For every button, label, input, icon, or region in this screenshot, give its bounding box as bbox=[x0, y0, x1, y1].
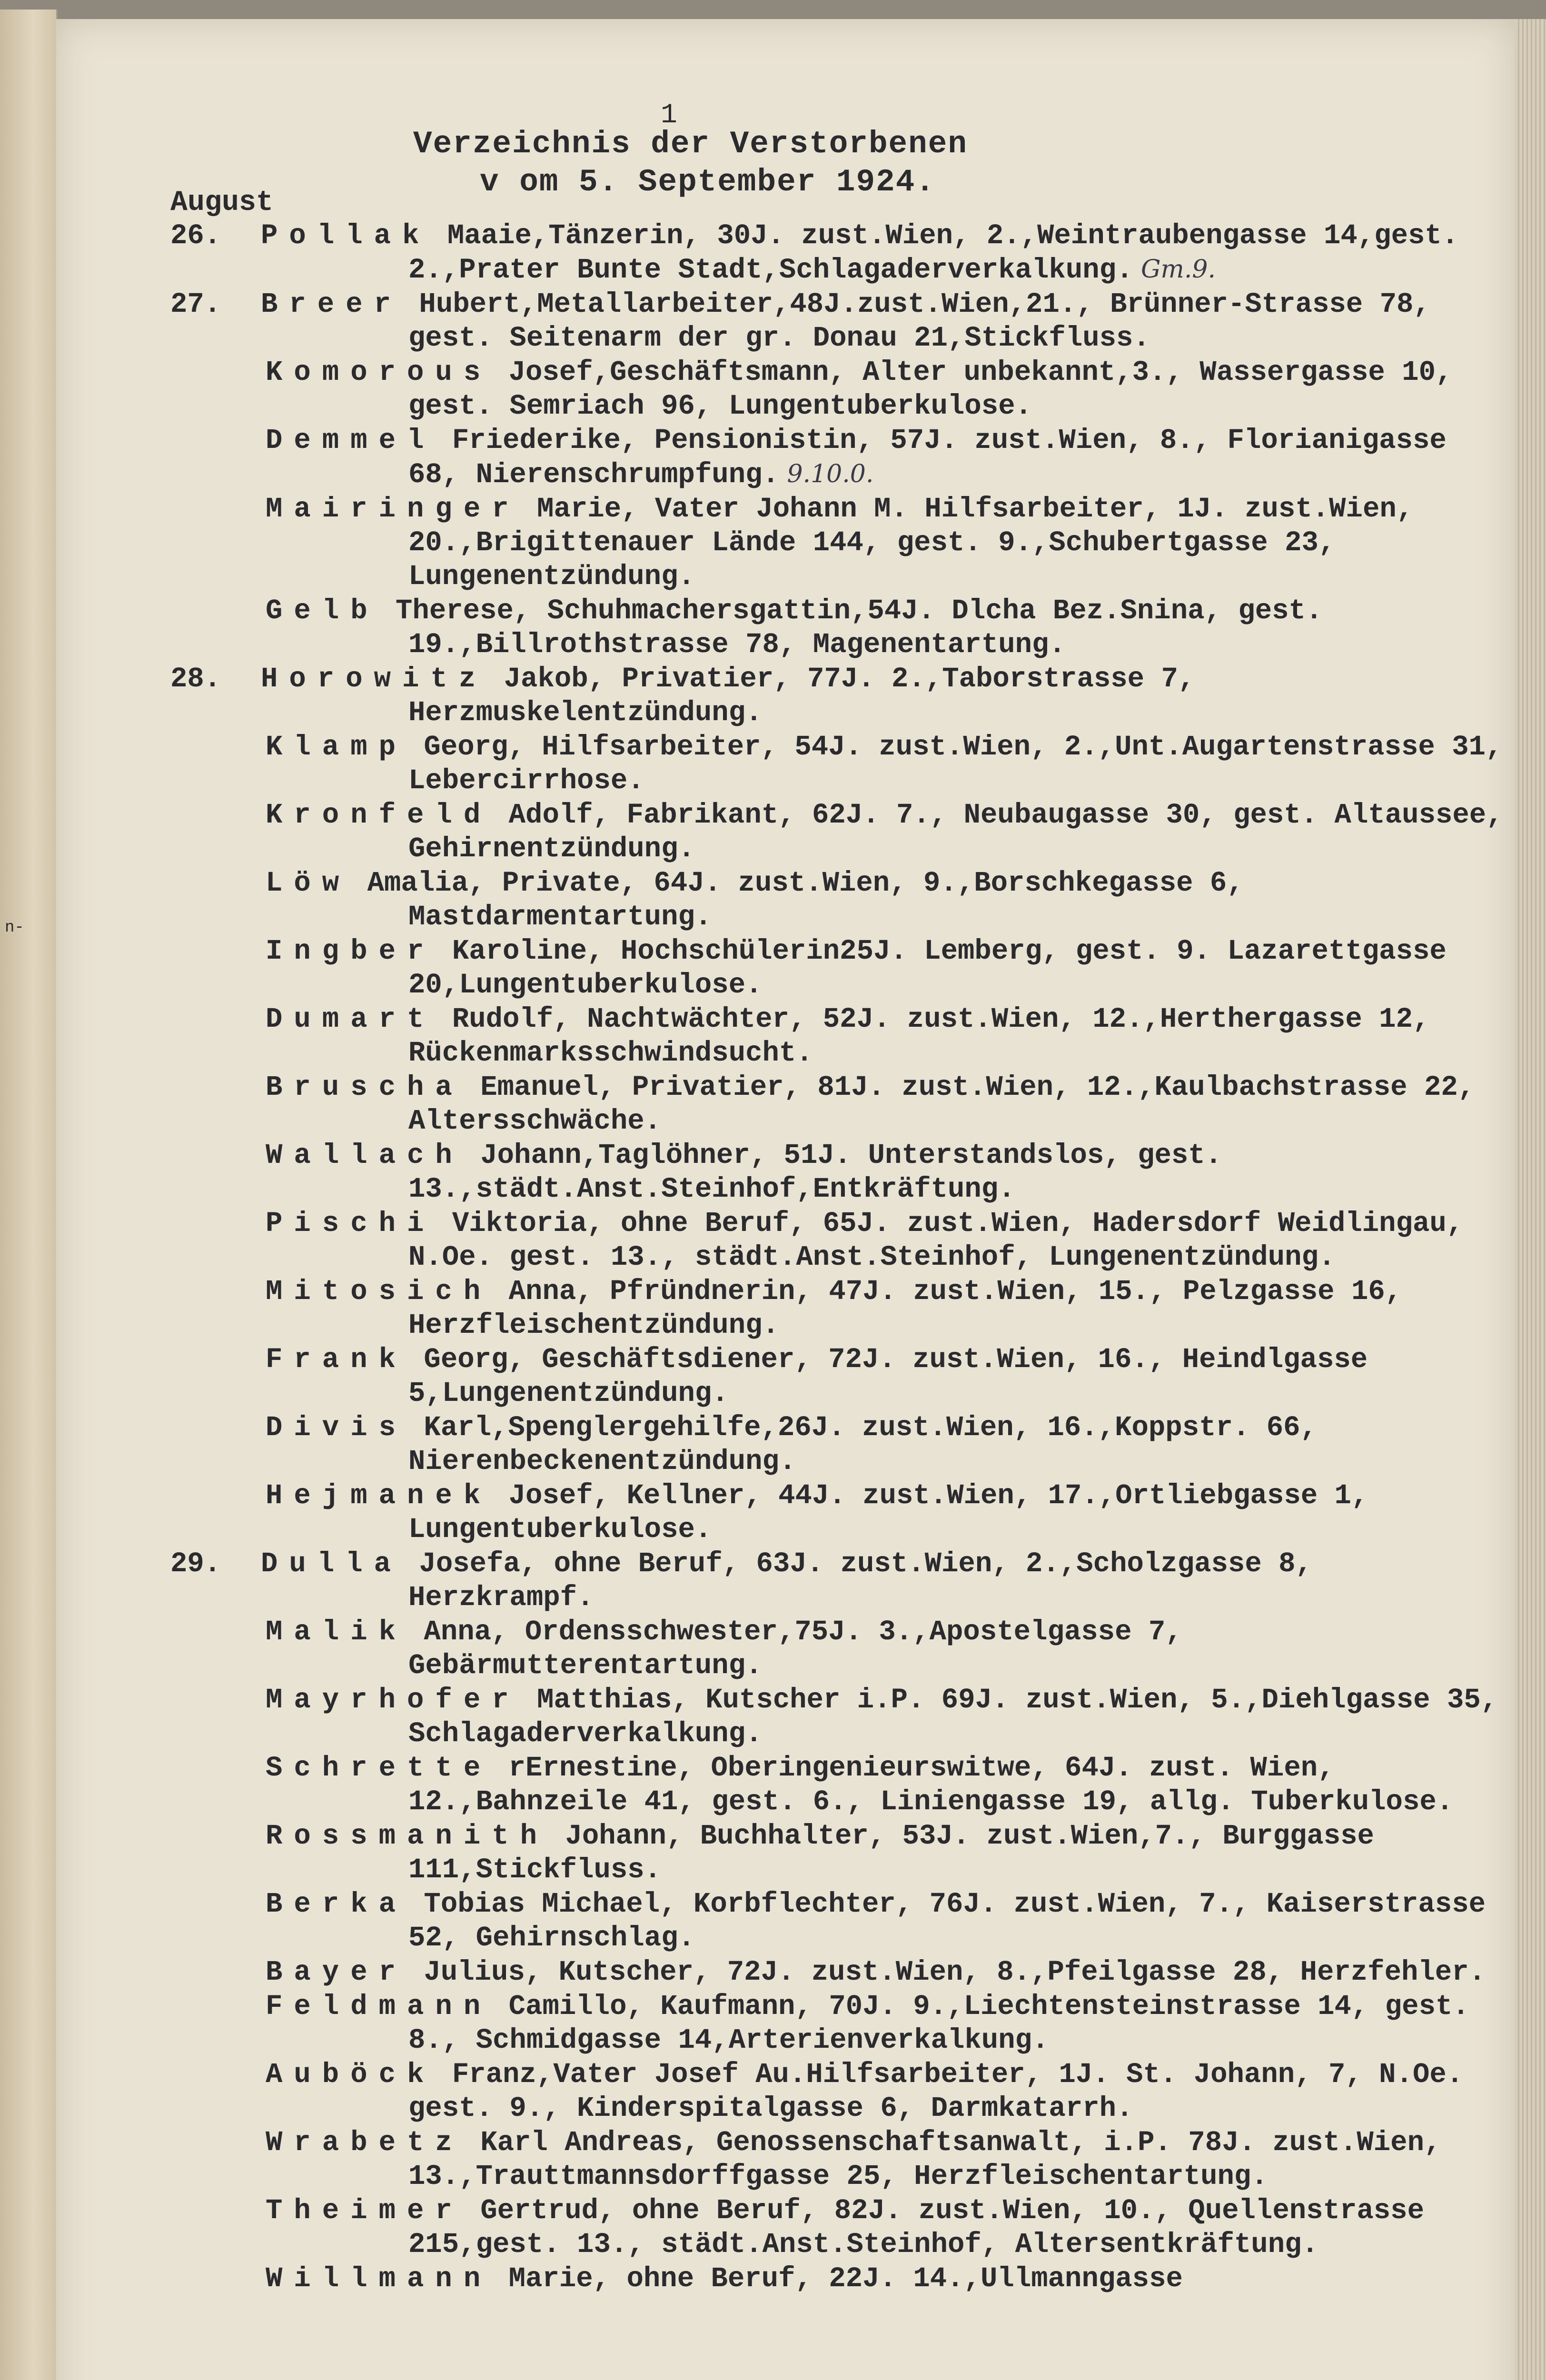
register-entry bbox=[170, 356, 1508, 423]
register-entry bbox=[170, 1275, 1508, 1342]
entry-details: Josefa, ohne Beruf, 63J. zust.Wien, 2.,Scholzgasse 8, Herzkrampf. bbox=[402, 1548, 1312, 1614]
entry-surname: Wallach bbox=[266, 1140, 464, 1171]
register-entry bbox=[170, 219, 1508, 287]
entry-surname: Dulla bbox=[261, 1548, 403, 1580]
entry-surname: Kronfeld bbox=[266, 799, 492, 831]
entry-surname: Bayer bbox=[266, 1956, 407, 1988]
register-entry bbox=[170, 1990, 1508, 2057]
register-entry bbox=[170, 1479, 1508, 1547]
entry-surname: Willmann bbox=[266, 2263, 492, 2295]
entry-surname: Dumart bbox=[266, 1003, 436, 1035]
entry-date: 26. bbox=[170, 220, 221, 252]
entry-surname: Divis bbox=[266, 1412, 407, 1444]
register-entry bbox=[170, 2058, 1508, 2125]
entry-details: Karoline, Hochschülerin25J. Lemberg, gest. 9. Lazarettgasse 20,Lungentuberkulose. bbox=[408, 935, 1447, 1001]
handwritten-note: 9.10.0. bbox=[779, 460, 874, 488]
entry-date: 29. bbox=[170, 1548, 221, 1580]
entry-surname: Rossmanith bbox=[266, 1820, 549, 1852]
entry-surname: Wrabetz bbox=[266, 2127, 464, 2159]
register-entry bbox=[170, 1071, 1508, 1138]
register-entry bbox=[170, 934, 1508, 1002]
entry-surname: Schrette bbox=[266, 1752, 492, 1784]
entry-details: Georg, Geschäftsdiener, 72J. zust.Wien, 16., Heindlgasse 5,Lungenentzündung. bbox=[407, 1344, 1368, 1409]
page-stack-edge bbox=[1515, 19, 1546, 2380]
entry-surname: Feldmann bbox=[266, 1991, 492, 2023]
register-entry bbox=[170, 492, 1508, 594]
entry-details: Karl,Spenglergehilfe,26J. zust.Wien, 16.,Koppstr. 66, Nierenbeckenentzündung. bbox=[407, 1412, 1317, 1478]
entry-surname: Mairinger bbox=[266, 493, 520, 525]
entry-details: Hubert,Metallarbeiter,48J.zust.Wien,21., Brünner-Strasse 78, gest. Seitenarm der gr. Donau 21,Stickfluss. bbox=[402, 288, 1430, 354]
entry-surname: Demmel bbox=[266, 425, 436, 456]
register-entry bbox=[170, 866, 1508, 934]
entry-details: Marie, Vater Johann M. Hilfsarbeiter, 1J. zust.Wien, 20.,Brigittenauer Lände 144, gest. 9.,Schubertgasse 23, Lungenentzündung. bbox=[408, 493, 1414, 593]
register-entry bbox=[170, 2262, 1508, 2296]
entry-surname: Bruscha bbox=[266, 1071, 464, 1103]
entry-details: Tobias Michael, Korbflechter, 76J. zust.Wien, 7., Kaiserstrasse 52, Gehirnschlag. bbox=[407, 1888, 1486, 1954]
register-entry bbox=[170, 1547, 1508, 1615]
entry-surname: Komorous bbox=[266, 357, 492, 388]
register-entry bbox=[170, 1751, 1508, 1819]
entry-details: rErnestine, Oberingenieurswitwe, 64J. zust. Wien, 12.,Bahnzeile 41, gest. 6., Liniengasse 19, allg. Tuberkulose. bbox=[408, 1752, 1454, 1818]
register-entry bbox=[170, 1411, 1508, 1478]
register-entry bbox=[170, 288, 1508, 355]
handwritten-note: Gm.9. bbox=[1133, 255, 1216, 284]
entry-details: Georg, Hilfsarbeiter, 54J. zust.Wien, 2.,Unt.Augartenstrasse 31, Lebercirrhose. bbox=[407, 731, 1503, 797]
entry-surname: Hejmanek bbox=[266, 1480, 492, 1512]
entry-surname: Auböck bbox=[266, 2059, 436, 2091]
entry-details: Karl Andreas, Genossenschaftsanwalt, i.P. 78J. zust.Wien, 13.,Trauttmannsdorffgasse 25, Herzfleischentartung. bbox=[408, 2127, 1441, 2192]
entry-details: Johann, Buchhalter, 53J. zust.Wien,7., Burggasse 111,Stickfluss. bbox=[408, 1820, 1374, 1886]
entry-details: Anna, Ordensschwester,75J. 3.,Apostelgasse 7, Gebärmutterentartung. bbox=[407, 1616, 1182, 1682]
entry-details: Emanuel, Privatier, 81J. zust.Wien, 12.,Kaulbachstrasse 22, Altersschwäche. bbox=[408, 1071, 1475, 1137]
register-entry bbox=[170, 798, 1508, 866]
entry-surname: Klamp bbox=[266, 731, 407, 763]
entry-details: Adolf, Fabrikant, 62J. 7., Neubaugasse 30, gest. Altaussee, Gehirnentzündung. bbox=[408, 799, 1503, 865]
page-subtitle: v om 5. September 1924. bbox=[480, 164, 935, 200]
register-entry bbox=[170, 1207, 1508, 1274]
entry-details: Rudolf, Nachtwächter, 52J. zust.Wien, 12.,Herthergasse 12, Rückenmarksschwindsucht. bbox=[408, 1003, 1430, 1069]
entry-surname: Mitosich bbox=[266, 1276, 492, 1308]
entry-details: Johann,Taglöhner, 51J. Unterstandslos, gest. 13.,städt.Anst.Steinhof,Entkräftung. bbox=[408, 1140, 1222, 1205]
register-entry bbox=[170, 662, 1508, 730]
entry-date: 27. bbox=[170, 288, 221, 320]
death-register-list bbox=[170, 219, 1508, 2296]
entry-details: Viktoria, ohne Beruf, 65J. zust.Wien, Hadersdorf Weidlingau, N.Oe. gest. 13., städt.Anst.Steinhof, Lungenentzündung. bbox=[408, 1208, 1464, 1273]
left-page-fragment: n- bbox=[5, 919, 24, 937]
entry-details: Maaie,Tänzerin, 30J. zust.Wien, 2.,Weintraubengasse 14,gest. 2.,Prater Bunte Stadt,Schlagaderverkalkung. bbox=[408, 220, 1459, 286]
page-number: 1 bbox=[661, 100, 677, 131]
register-entry bbox=[170, 2126, 1508, 2193]
register-entry bbox=[170, 594, 1508, 662]
register-entry bbox=[170, 1615, 1508, 1683]
entry-details: Gertrud, ohne Beruf, 82J. zust.Wien, 10., Quellenstrasse 215,gest. 13., städt.Anst.Steinhof, Altersentkräftung. bbox=[408, 2195, 1424, 2261]
entry-details: Amalia, Private, 64J. zust.Wien, 9.,Borschkegasse 6, Mastdarmentartung. bbox=[350, 867, 1244, 933]
left-page-edge bbox=[0, 10, 58, 2380]
entry-surname: Pollak bbox=[261, 220, 431, 252]
entry-details: Marie, ohne Beruf, 22J. 14.,Ullmanngasse bbox=[492, 2263, 1183, 2295]
entry-surname: Theimer bbox=[266, 2195, 464, 2227]
entry-surname: Ingber bbox=[266, 935, 436, 967]
entry-details: Josef, Kellner, 44J. zust.Wien, 17.,Ortliebgasse 1, Lungentuberkulose. bbox=[408, 1480, 1368, 1546]
register-entry bbox=[170, 1955, 1508, 1989]
entry-surname: Löw bbox=[266, 867, 351, 899]
entry-details: Anna, Pfründnerin, 47J. zust.Wien, 15., Pelzgasse 16, Herzfleischentzündung. bbox=[408, 1276, 1402, 1341]
register-entry bbox=[170, 1887, 1508, 1955]
register-entry bbox=[170, 1139, 1508, 1206]
entry-details: Friederike, Pensionistin, 57J. zust.Wien, 8., Florianigasse 68, Nierenschrumpfung. bbox=[408, 425, 1447, 491]
entry-details: Therese, Schuhmachersgattin,54J. Dlcha Bez.Snina, gest. 19.,Billrothstrasse 78, Magenentartung. bbox=[378, 595, 1323, 661]
entry-surname: Malik bbox=[266, 1616, 407, 1648]
entry-details: Franz,Vater Josef Au.Hilfsarbeiter, 1J. St. Johann, 7, N.Oe. gest. 9., Kinderspitalgasse 6, Darmkatarrh. bbox=[408, 2059, 1464, 2124]
register-entry bbox=[170, 2194, 1508, 2261]
register-entry bbox=[170, 1819, 1508, 1887]
entry-details: Matthias, Kutscher i.P. 69J. zust.Wien, 5.,Diehlgasse 35, Schlagaderverkalkung. bbox=[408, 1684, 1498, 1750]
entry-surname: Gelb bbox=[266, 595, 379, 627]
entry-details: Camillo, Kaufmann, 70J. 9.,Liechtensteinstrasse 14, gest. 8., Schmidgasse 14,Arterienverkalkung. bbox=[408, 1991, 1469, 2056]
entry-details: Julius, Kutscher, 72J. zust.Wien, 8.,Pfeilgasse 28, Herzfehler. bbox=[407, 1956, 1486, 1988]
register-entry bbox=[170, 1343, 1508, 1410]
entry-surname: Pischi bbox=[266, 1208, 436, 1240]
entry-surname: Breer bbox=[261, 288, 403, 320]
entry-surname: Horowitz bbox=[261, 663, 487, 695]
entry-surname: Frank bbox=[266, 1344, 407, 1376]
register-entry bbox=[170, 1683, 1508, 1751]
register-entry bbox=[170, 1002, 1508, 1070]
month-label: August bbox=[170, 187, 274, 219]
register-entry bbox=[170, 424, 1508, 492]
document-page bbox=[56, 19, 1515, 2380]
page-title: Verzeichnis der Verstorbenen bbox=[413, 126, 968, 162]
entry-date: 28. bbox=[170, 663, 221, 695]
entry-surname: Berka bbox=[266, 1888, 407, 1920]
register-entry bbox=[170, 730, 1508, 798]
entry-surname: Mayrhofer bbox=[266, 1684, 520, 1716]
entry-details: Josef,Geschäftsmann, Alter unbekannt,3., Wassergasse 10, gest. Semriach 96, Lungentuberkulose. bbox=[408, 357, 1453, 422]
entry-details: Jakob, Privatier, 77J. 2.,Taborstrasse 7, Herzmuskelentzündung. bbox=[408, 663, 1195, 729]
